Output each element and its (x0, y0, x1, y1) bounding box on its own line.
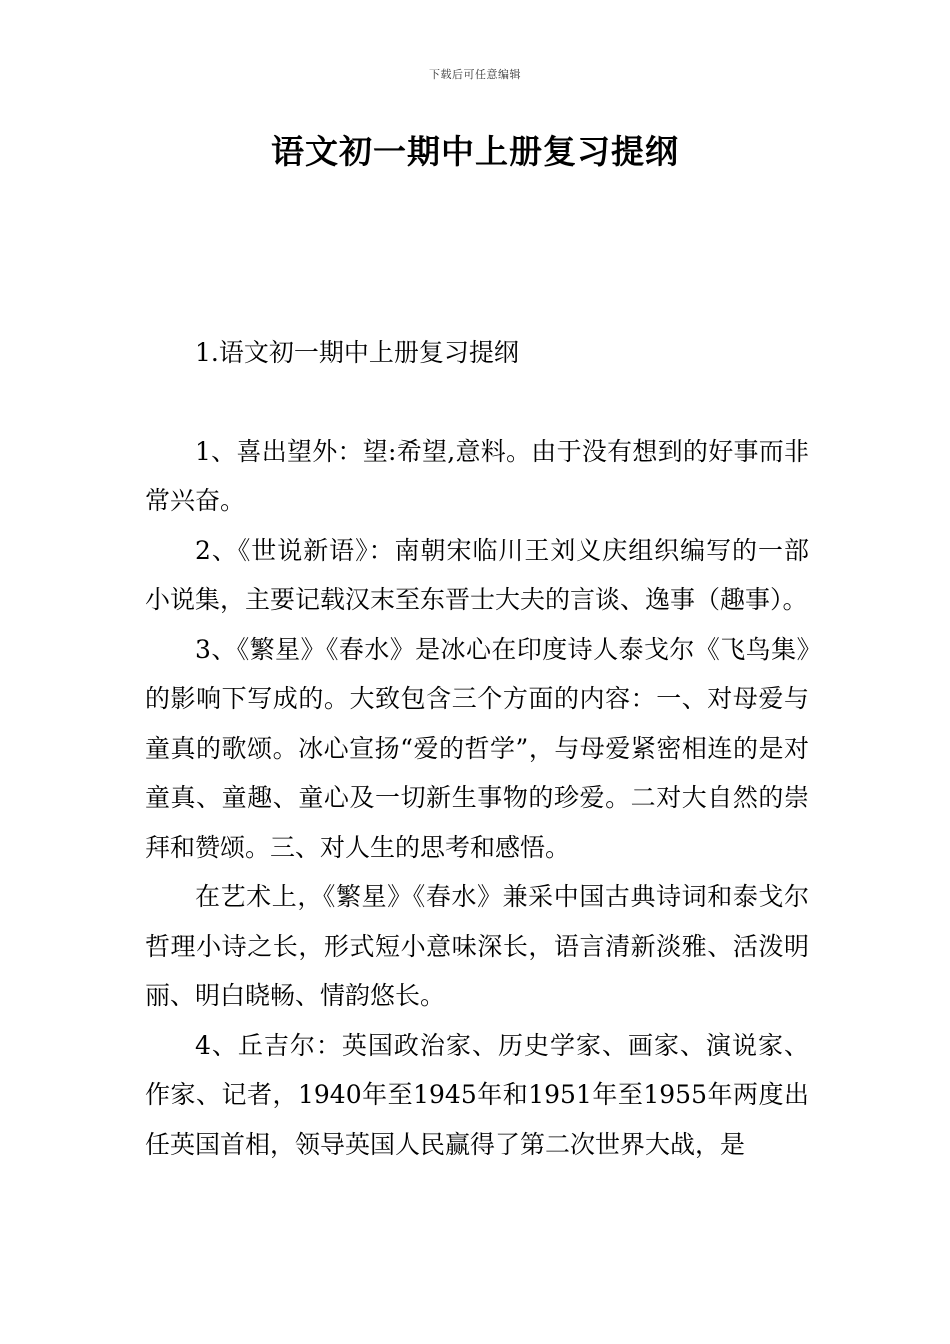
paragraph-4: 在艺术上，《繁星》《春水》兼采中国古典诗词和泰戈尔哲理小诗之长，形式短小意味深长，语言清新淡雅、活泼明丽、明白晓畅、情韵悠长。 (145, 882, 809, 1010)
paragraph-5: 4、丘吉尔：英国政治家、历史学家、画家、演说家、作家、记者，1940年至1945年和1951年至1955年两度出任英国首相，领导英国人民赢得了第二次世界大战，是 (145, 1030, 809, 1159)
header-note: 下载后可任意编辑 (429, 68, 521, 81)
paragraph-1: 1、喜出望外：望:希望,意料。由于没有想到的好事而非常兴奋。 (145, 436, 809, 515)
document-title: 语文初一期中上册复习提纲 (271, 132, 679, 171)
document-body (145, 328, 809, 1169)
section-heading: 1.语文初一期中上册复习提纲 (195, 338, 519, 367)
paragraph-2: 2、《世说新语》：南朝宋临川王刘义庆组织编写的一部小说集，主要记载汉末至东晋士大夫的言谈、逸事（趣事）。 (145, 535, 809, 614)
paragraph-3: 3、《繁星》《春水》是冰心在印度诗人泰戈尔《飞鸟集》的影响下写成的。大致包含三个方面的内容：一、对母爱与童真的歌颂。冰心宣扬“爱的哲学”，与母爱紧密相连的是对童真、童趣、童心及一切新生事物的珍爱。二对大自然的崇拜和赞颂。三、对人生的思考和感悟。 (145, 634, 809, 862)
